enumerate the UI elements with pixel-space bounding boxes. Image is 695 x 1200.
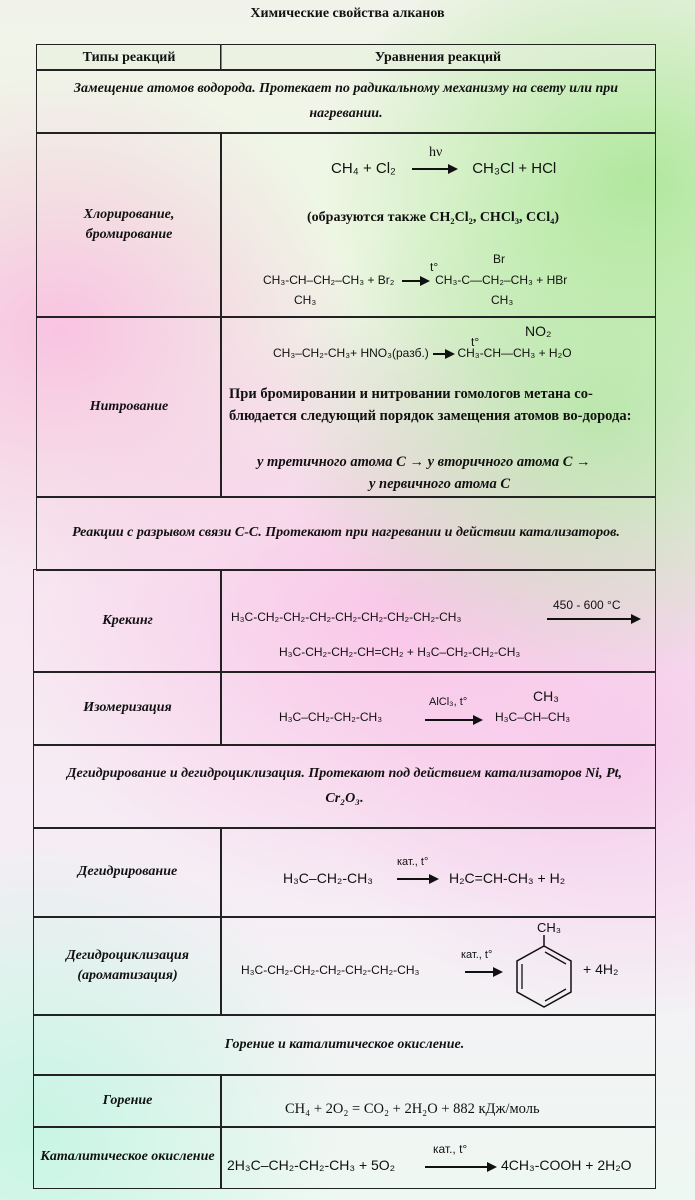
label-nitration: Нитрование [36,316,222,498]
condition-light: hν [429,145,443,160]
label-combustion: Горение [33,1074,222,1128]
label-chlorination: Хлорирование, бромирование [36,132,222,318]
condition-catalyst: кат., t° [433,1142,468,1156]
arrow-icon [425,719,481,721]
equation-bromination [263,273,567,287]
label-isomerization: Изомеризация [33,671,222,746]
reactants: CH₃-CH–CH₂–CH₃ + Br₂ [263,273,395,287]
label-cracking: Крекинг [33,569,222,673]
dehydrogenation-products: H₂C=CH-CH₃ + H₂ [449,870,566,886]
substitution-order-note: При бромировании и нитровании гомологов метана со-блюдается следующий порядок замещения атомов во-дорода: [229,386,632,424]
isomerization-reactant: H₃C–CH₂-CH₂-CH₃ [279,710,383,724]
arrow-icon [433,353,453,355]
equations-nitration [220,316,656,498]
products: CH₃Cl + HCl [472,160,557,177]
substituent-ch3: CH₃ [533,688,559,704]
substituent-br: Br [493,252,505,266]
oxidation-products: 4CH₃-COOH + 2H₂O [501,1157,632,1173]
page-title: Химические свойства алканов [250,6,445,21]
equations-combustion [220,1074,656,1128]
isomerization-product: H₃C–CH–CH₃ [495,710,571,724]
products: CH₃-C—CH₂–CH₃ + HBr [435,273,568,287]
order-line-1: у третичного атома С → у вторичного атома С → [257,454,591,470]
label-dehydrocyclization: Дегидроциклизация (ароматизация) [33,916,222,1016]
header-types: Типы реакций [36,44,222,71]
arrow-icon [412,168,456,170]
equations-isomerization [220,671,656,746]
substituent-no2: NO₂ [525,323,552,339]
arrow-icon [547,618,639,620]
oxidation-reactants: 2H₃C–CH₂-CH₂-CH₃ + 5O₂ [227,1157,396,1173]
arrow-icon [402,280,428,282]
condition-temp: t° [471,335,480,349]
arrow-icon [465,971,501,973]
condition-catalyst: AlCl₃, t° [429,696,468,708]
cracking-products: H₃C-CH₂-CH₂-CH=CH₂ + H₃C–CH₂-CH₂-CH₃ [279,645,521,659]
equations-chlorination [220,132,656,318]
equation-chlorination [331,160,556,177]
condition-catalyst: кат., t° [397,856,429,868]
section-cc-cleavage: Реакции с разрывом связи С-С. Протекают при нагревании и действии катализаторов. [36,496,656,571]
dehydrocyclization-hydrogen: + 4H₂ [583,961,619,977]
section-substitution: Замещение атомов водорода. Протекает по радикальному механизму на свету или при нагревании. [36,69,656,134]
equations-cracking [220,569,656,673]
section-dehydrogenation: Дегидрирование и дегидроциклизация. Протекают под действием катализаторов Ni, Pt, Cr₂O₃. [33,744,656,829]
condition-temperature: 450 - 600 °C [553,598,621,612]
substituent-ch3: CH₃ [491,293,514,307]
substituent-ch3: CH₃ [537,920,562,935]
header-equations: Уравнения реакций [220,44,656,71]
condition-temp: t° [430,260,439,274]
dehydrocyclization-reactant: H₃C-CH₂-CH₂-CH₂-CH₂-CH₂-CH₃ [241,963,420,977]
order-line-2: у первичного атома С [369,476,511,492]
combustion-equation: CH₄ + 2O₂ = CO₂ + 2H₂O + 882 кДж/моль [285,1101,540,1117]
equations-catalytic-oxidation [220,1126,656,1189]
equations-dehydrogenation [220,827,656,918]
arrow-icon [425,1166,495,1168]
reactants: CH₃–CH₂-CH₃+ HNO₃(разб.) [273,346,429,360]
equation-nitration [273,346,572,360]
reactants: CH₄ + Cl₂ [331,160,396,177]
cracking-reactant: H₃C-CH₂-CH₂-CH₂-CH₂-CH₂-CH₂-CH₂-CH₃ [231,610,462,624]
label-dehydrogenation: Дегидрирование [33,827,222,918]
note-byproducts: (образуются также CH₂Cl₂, CHCl₃, CCl₄) [307,210,559,225]
label-catalytic-oxidation: Каталитическое окисление [33,1126,222,1189]
equations-dehydrocyclization [220,916,656,1016]
arrow-icon [397,878,437,880]
substituent-ch3: CH₃ [294,293,317,307]
toluene-ring-icon [509,931,579,1011]
products: CH₃-CH—CH₃ + H₂O [457,346,572,360]
dehydrogenation-reactant: H₃C–CH₂-CH₃ [283,870,373,886]
condition-catalyst: кат., t° [461,949,493,961]
section-combustion: Горение и каталитическое окисление. [33,1014,656,1076]
